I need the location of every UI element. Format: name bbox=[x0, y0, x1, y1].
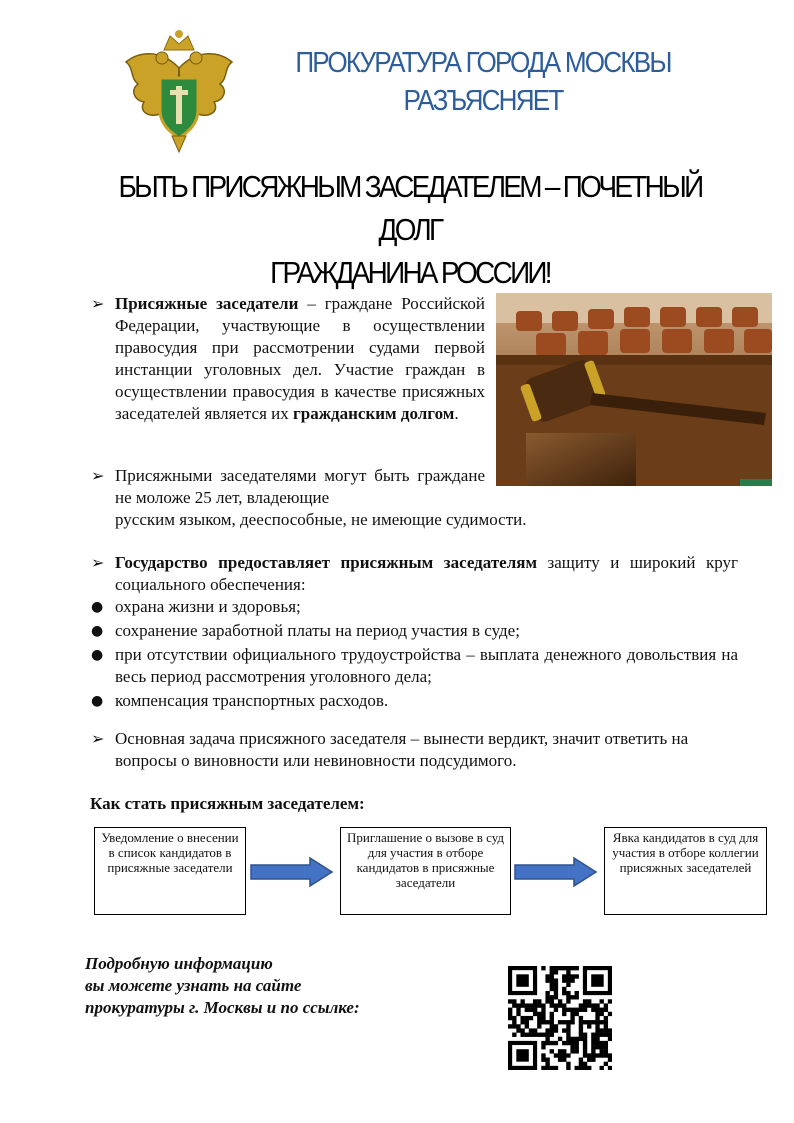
state-support-text: защиту и широкий круг социального обеспечения: bbox=[115, 553, 738, 594]
more-info-line2: вы можете узнать на сайте bbox=[85, 976, 302, 995]
step-box-attendance: Явка кандидатов в суд для участия в отборе коллегии присяжных заседателей bbox=[604, 827, 767, 915]
list-item-text: охрана жизни и здоровья; bbox=[115, 597, 301, 616]
step-box-invitation: Приглашение о вызове в суд для участия в отборе кандидатов в присяжные заседатели bbox=[340, 827, 511, 915]
page-title-line1: БЫТЬ ПРИСЯЖНЫМ ЗАСЕДАТЕЛЕМ – ПОЧЕТНЫЙ ДОЛГ bbox=[118, 169, 702, 247]
organization-title bbox=[281, 44, 686, 120]
list-item bbox=[91, 620, 738, 642]
arrow-bullet-icon: ➢ bbox=[91, 729, 105, 748]
how-to-become-heading: Как стать присяжным заседателем: bbox=[90, 794, 365, 813]
list-item-text: компенсация транспортных расходов. bbox=[115, 691, 389, 710]
state-support-bold: Государство предоставляет присяжным заседателям bbox=[115, 553, 538, 572]
list-item-text: сохранение заработной платы на период участия в суде; bbox=[115, 621, 520, 640]
main-task-text: Основная задача присяжного заседателя – вынести вердикт, значит ответить на вопросы о виновности или невиновности подсудимого. bbox=[115, 729, 689, 770]
bullet-dot-icon: ● bbox=[91, 693, 104, 709]
arrow-bullet-icon: ➢ bbox=[91, 553, 105, 572]
bullet-dot-icon: ● bbox=[91, 647, 104, 663]
benefits-list bbox=[91, 596, 738, 714]
qr-code-icon[interactable] bbox=[508, 966, 612, 1070]
more-info-line3: прокуратуры г. Москвы и по ссылке: bbox=[85, 998, 360, 1017]
juror-requirements-continuation: русским языком, дееспособные, не имеющие судимости. bbox=[115, 510, 527, 529]
state-support-paragraph bbox=[91, 552, 738, 596]
right-arrow-icon bbox=[514, 857, 598, 887]
more-info-text bbox=[85, 953, 425, 1019]
definition-end: . bbox=[454, 404, 459, 423]
bullet-dot-icon: ● bbox=[91, 623, 104, 639]
list-item bbox=[91, 690, 738, 712]
org-title-line1: ПРОКУРАТУРА ГОРОДА МОСКВЫ bbox=[295, 47, 671, 79]
page-title bbox=[104, 165, 716, 294]
jurors-definition-text: – граждане Российской Федерации, участвующие в осуществлении правосудия при рассмотрении судами первой инстанции уголовных дел. Участие граждан в осуществлении правосудия в качестве присяжных заседателей является их bbox=[115, 294, 485, 423]
jurors-definition-paragraph bbox=[91, 293, 485, 425]
jurors-term: Присяжные заседатели bbox=[115, 294, 299, 313]
right-arrow-icon bbox=[250, 857, 334, 887]
org-title-line2: РАЗЪЯСНЯЕТ bbox=[403, 85, 563, 117]
step-box-notification: Уведомление о внесении в список кандидатов в присяжные заседатели bbox=[94, 827, 246, 915]
list-item bbox=[91, 596, 738, 618]
prosecutor-emblem-icon bbox=[120, 28, 238, 156]
civic-duty-term: гражданским долгом bbox=[293, 404, 455, 423]
more-info-line1: Подробную информацию bbox=[85, 954, 273, 973]
juror-requirements-paragraph bbox=[91, 465, 485, 509]
arrow-bullet-icon: ➢ bbox=[91, 294, 105, 313]
arrow-bullet-icon: ➢ bbox=[91, 466, 105, 485]
list-item bbox=[91, 644, 738, 688]
bullet-dot-icon: ● bbox=[91, 599, 104, 615]
page-title-line2: ГРАЖДАНИНА РОССИИ! bbox=[270, 255, 550, 290]
courtroom-gavel-photo bbox=[496, 293, 772, 486]
list-item-text: при отсутствии официального трудоустройства – выплата денежного довольствия на весь период рассмотрения уголовного дела; bbox=[115, 645, 738, 686]
main-task-paragraph bbox=[91, 728, 738, 772]
juror-requirements-text: Присяжными заседателями могут быть граждане не моложе 25 лет, владеющие bbox=[115, 466, 485, 507]
